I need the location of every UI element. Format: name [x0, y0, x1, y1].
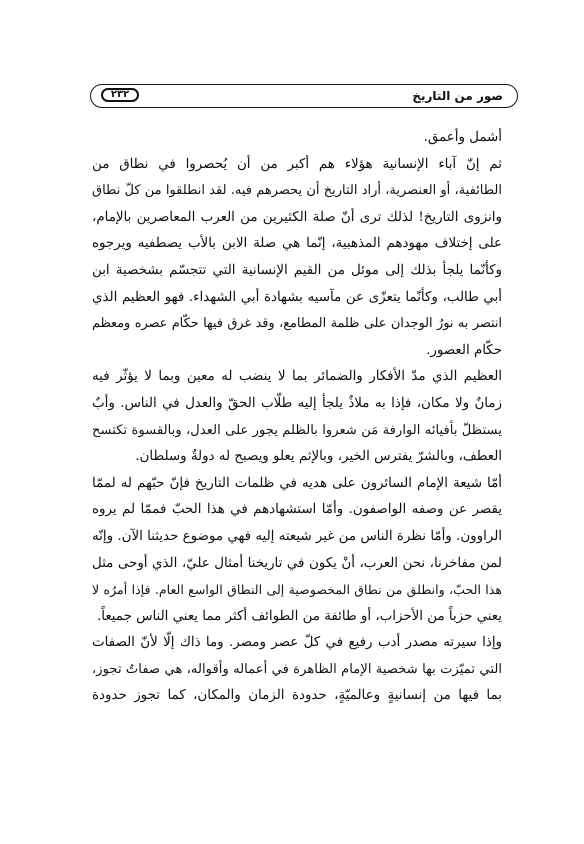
text-line: بما فيها من إنسانيةٍ وعالميّةٍ، حدودة الزمان والمكان، كما تجوز حدودة — [92, 688, 502, 704]
text-line: أبي طالب، وكأنّما يتعزّى عن مآسيه بشهادة أبي الشهداء. فهو العظيم الذي — [92, 289, 502, 305]
text-line: لمن مفاخرنا، نحن العرب، أنْ يكون في تاريخنا أمثال عليّ، الذي أوحى مثل — [92, 555, 502, 571]
text-line: على إختلاف مهودهم المذهبية، إنّما هي صلة الابن بالأب يصطفيه ويرجوه — [92, 236, 502, 252]
text-line: وكأنّما يلجأ بذلك إلى موئل من القيم الإنسانية التي تتجسّم بشخصية ابن — [92, 262, 502, 278]
text-line: ثم إنّ آباء الإنسانية هؤلاء هم أكبر من أن يُحصروا في نطاق من — [92, 156, 502, 172]
text-line: أمّا شيعة الإمام السائرون على هديه في ظلمات التاريخ فإنّ حبّهم له لممّا — [92, 475, 502, 491]
text-line: يستظلّ بأفيائه الوارفة مَن شعروا بالظلم يجور على العدل، وبالقسوة تكتسح — [92, 422, 502, 438]
text-line: وإذا سيرته مصدر أدب رفيع في كلّ عصر ومصر. وما ذاك إلّا لأنّ الصفات — [92, 635, 502, 651]
page-header — [90, 84, 518, 108]
text-line: زمانٌ ولا مكان، فإذا به ملاذٌ يلجأ إليه طلّاب الحقّ والعدل في الناس. وأبٌ — [92, 395, 502, 411]
text-line: العطف، وبالشرّ يفترس الخير، وبالإثم يعلو ويصبح له دولةٌ وسلطان. — [135, 449, 502, 465]
page-number: ٢٣٢ — [101, 88, 139, 102]
text-line: هذا الحبّ، وانطلق من نطاق المخصوصية إلى النطاق الواسع العام. فإذا أمرُه لا — [92, 582, 502, 598]
running-title: صور من التاريخ — [412, 89, 503, 103]
text-line: انتصر به نورُ الوجدان على ظلمة المطامع، وقد غرق فيها حكّام عصره ومعظم — [92, 316, 502, 332]
text-line: يقصر عن وصفه الواصفون. وأمّا استشهادهم في هذا الحبّ فممّا لم يروه — [92, 502, 502, 518]
text-line: العظيم الذي مدّ الأفكار والضمائر بما لا ينضب له معين وبما لا يؤثّر فيه — [92, 369, 502, 385]
text-line: التي تميّزت بها شخصية الإمام الظاهرة في أعماله وأقواله، هي صفاتٌ تجوز، — [92, 661, 502, 677]
text-line: أشمل وأعمق. — [423, 130, 502, 145]
text-line: وانزوى التاريخ! لذلك ترى أنّ صلة الكثيرين من العرب المعاصرين بالإمام، — [92, 209, 502, 225]
text-line: حكّام العصور. — [426, 342, 502, 358]
text-line: يعني حزباً من الأحزاب، أو طائفة من الطوائف أكثر مما يعني الناس جميعاً. — [97, 608, 502, 624]
text-body — [92, 125, 502, 710]
text-line: الطائفية، أو العنصرية، أراد التاريخ أن يحصرهم فيه. لقد انطلقوا من كلّ نطاق — [92, 183, 502, 199]
text-line: الراوون. وأمّا نظرة الناس من غير شيعته إليه فهي موضوع حديثنا الآن. وإنّه — [92, 528, 502, 544]
